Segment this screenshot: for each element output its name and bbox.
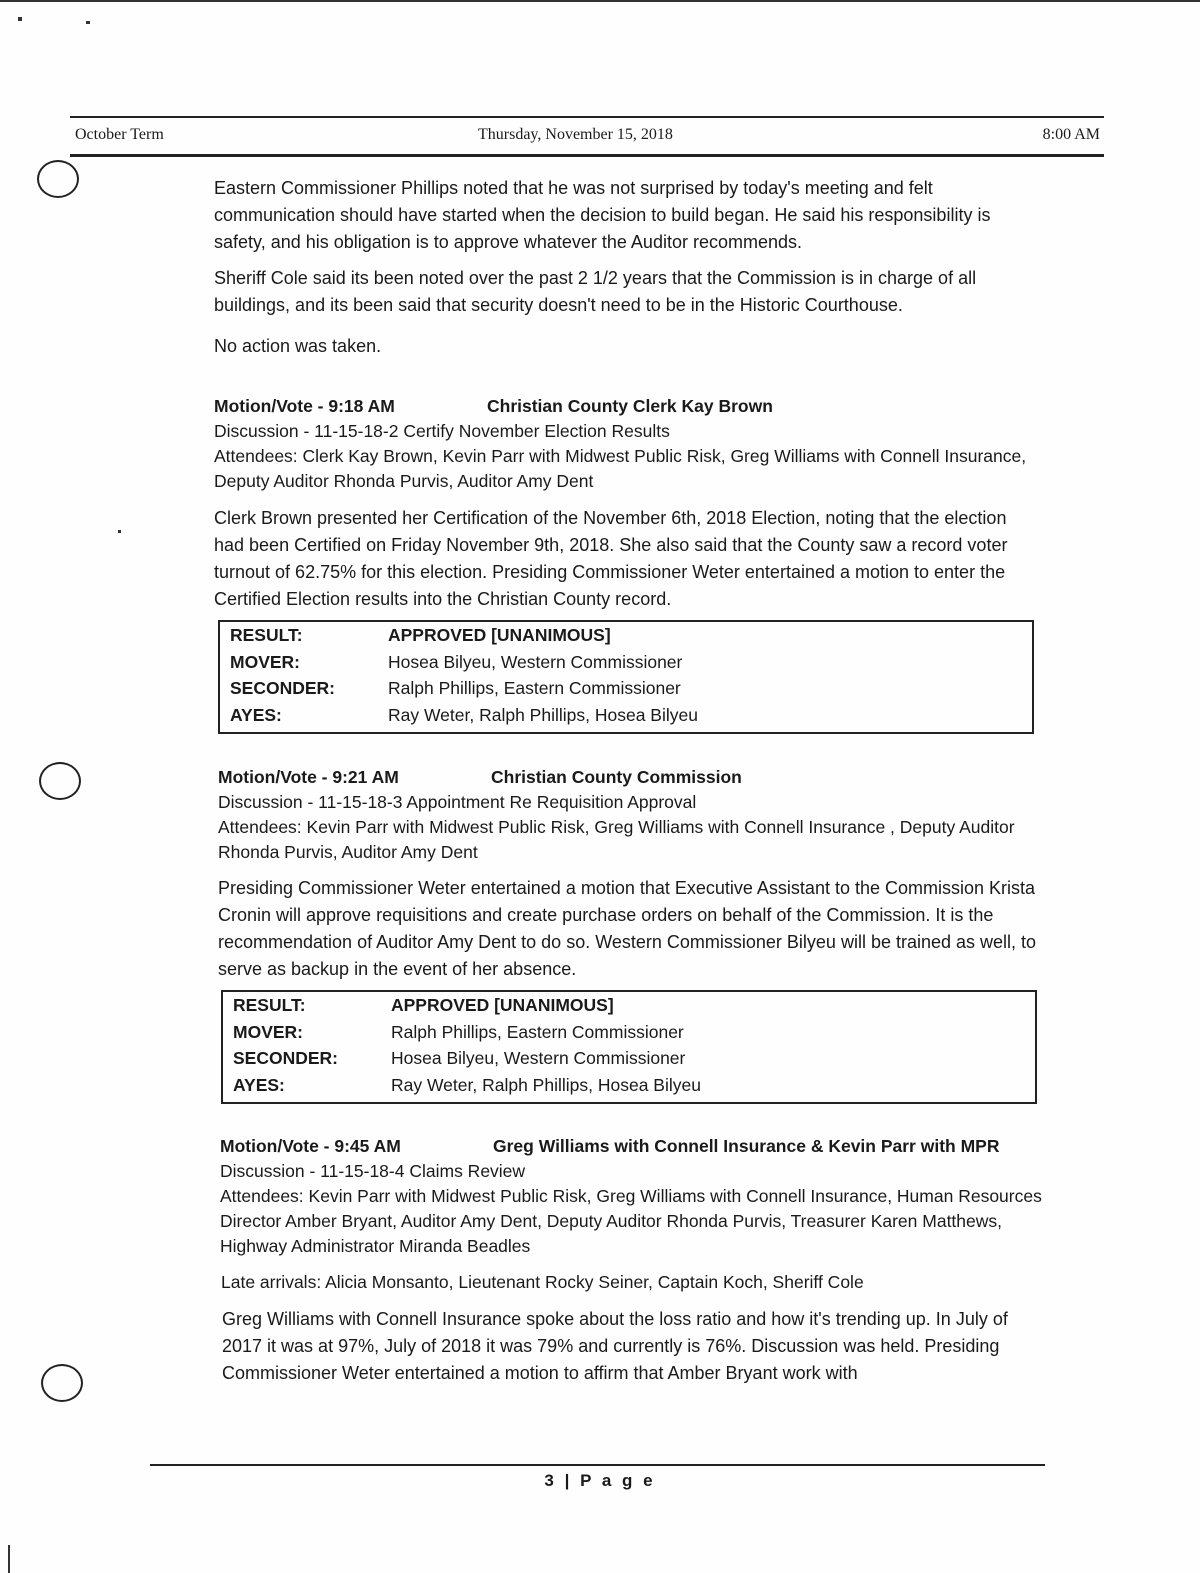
punch-hole-bottom xyxy=(41,1364,83,1402)
late-arrivals-text: Late arrivals: Alicia Monsanto, Lieutenant Rocky Seiner, Captain Koch, Sheriff Cole xyxy=(221,1272,864,1292)
vote-row-ayes xyxy=(223,1072,1035,1099)
intro-paragraph xyxy=(214,333,1044,360)
scan-top-edge xyxy=(0,0,1200,2)
paragraph-no-action: No action was taken. xyxy=(214,336,382,356)
vote-result: APPROVED [UNANIMOUS] xyxy=(391,995,614,1015)
motion-subject: Christian County Commission xyxy=(491,767,742,787)
motion-body xyxy=(222,1306,1044,1387)
punch-hole-top xyxy=(37,160,79,198)
vote-result-table xyxy=(218,620,1034,734)
vote-row-result xyxy=(223,992,1035,1019)
vote-row-seconder xyxy=(223,1045,1035,1072)
intro-paragraph xyxy=(214,175,1044,256)
vote-ayes: Ray Weter, Ralph Phillips, Hosea Bilyeu xyxy=(388,704,698,725)
scan-speck xyxy=(118,530,121,533)
motion-discussion: Discussion - 11-15-18-3 Appointment Re Requisition Approval xyxy=(218,792,697,812)
footer-rule xyxy=(150,1464,1045,1466)
motion-body xyxy=(214,505,1039,613)
vote-mover: Hosea Bilyeu, Western Commissioner xyxy=(388,651,683,672)
header-date: Thursday, November 15, 2018 xyxy=(478,126,673,143)
vote-label: MOVER: xyxy=(233,1021,303,1042)
motion-discussion: Discussion - 11-15-18-4 Claims Review xyxy=(220,1161,526,1181)
header-rule-top xyxy=(70,116,1104,118)
vote-row-result xyxy=(220,622,1032,649)
motion-discussion: Discussion - 11-15-18-2 Certify November Election Results xyxy=(214,421,670,441)
vote-result-table xyxy=(221,990,1037,1104)
motion-section xyxy=(214,394,1044,494)
header-rule-bottom xyxy=(70,154,1104,157)
motion-late-arrivals xyxy=(221,1270,1045,1295)
vote-row-ayes xyxy=(220,702,1032,729)
vote-label: AYES: xyxy=(233,1074,285,1095)
motion-heading: Motion/Vote - 9:45 AM xyxy=(220,1136,401,1156)
vote-row-mover xyxy=(220,649,1032,676)
intro-paragraph xyxy=(214,265,1044,319)
vote-mover: Ralph Phillips, Eastern Commissioner xyxy=(391,1021,684,1042)
vote-row-seconder xyxy=(220,675,1032,702)
motion-body-text: Clerk Brown presented her Certification of the November 6th, 2018 Election, noting that the election had been Certified on Friday November 9th, 2018. She also said that the County saw a record voter turnout of 62.75% for this election. Presiding Commissioner Weter entertained a motion to enter the Certified Election results into the Christian County record. xyxy=(214,508,1008,609)
motion-attendees: Attendees: Clerk Kay Brown, Kevin Parr with Midwest Public Risk, Greg Williams with Connell Insurance, Deputy Auditor Rhonda Purvis, Auditor Amy Dent xyxy=(214,446,1027,491)
vote-label: RESULT: xyxy=(230,625,303,645)
header-time: 8:00 AM xyxy=(1042,126,1100,143)
header-term: October Term xyxy=(75,126,164,143)
motion-subject: Christian County Clerk Kay Brown xyxy=(487,396,773,416)
vote-label: AYES: xyxy=(230,704,282,725)
vote-seconder: Hosea Bilyeu, Western Commissioner xyxy=(391,1048,686,1068)
vote-label: SECONDER: xyxy=(233,1048,339,1068)
paragraph-phillips: Eastern Commissioner Phillips noted that he was not surprised by today's meeting and felt communication should have started when the decision to build began. He said his responsibility is safety, and his obligation is to approve whatever the Auditor recommends. xyxy=(214,178,991,252)
motion-heading-row xyxy=(220,1134,1044,1159)
motion-body-text: Greg Williams with Connell Insurance spoke about the loss ratio and how it's trending up. In July of 2017 it was at 97%, July of 2018 it was 79% and currently is 76%. Discussion was held. Presiding Commissioner Weter entertained a motion to affirm that Amber Bryant work with xyxy=(222,1309,1008,1383)
vote-label: RESULT: xyxy=(233,995,306,1015)
motion-heading: Motion/Vote - 9:18 AM xyxy=(214,396,395,416)
scan-speck xyxy=(18,17,22,21)
vote-label: SECONDER: xyxy=(230,678,336,698)
motion-section xyxy=(220,1134,1044,1259)
motion-body xyxy=(218,875,1043,983)
vote-row-mover xyxy=(223,1019,1035,1046)
motion-section xyxy=(218,765,1044,865)
motion-body-text: Presiding Commissioner Weter entertained a motion that Executive Assistant to the Commission Krista Cronin will approve requisitions and create purchase orders on behalf of the Commission. It is the recommendation of Auditor Amy Dent to do so. Western Commissioner Bilyeu will be trained as well, to serve as backup in the event of her absence. xyxy=(218,878,1037,979)
motion-subject: Greg Williams with Connell Insurance & Kevin Parr with MPR xyxy=(493,1136,1000,1156)
motion-heading-row xyxy=(218,765,1044,790)
motion-attendees: Attendees: Kevin Parr with Midwest Public Risk, Greg Williams with Connell Insurance , Deputy Auditor Rhonda Purvis, Auditor Amy Dent xyxy=(218,817,1015,862)
motion-attendees: Attendees: Kevin Parr with Midwest Public Risk, Greg Williams with Connell Insurance, Human Resources Director Amber Bryant, Auditor Amy Dent, Deputy Auditor Rhonda Purvis, Treasurer Karen Matthews, Highway Administrator Miranda Beadles xyxy=(220,1186,1042,1256)
vote-ayes: Ray Weter, Ralph Phillips, Hosea Bilyeu xyxy=(391,1074,701,1095)
motion-heading-row xyxy=(214,394,1044,419)
vote-label: MOVER: xyxy=(230,651,300,672)
page-number: 3 | P a g e xyxy=(544,1471,656,1490)
vote-result: APPROVED [UNANIMOUS] xyxy=(388,625,611,645)
vote-seconder: Ralph Phillips, Eastern Commissioner xyxy=(388,678,681,698)
motion-heading: Motion/Vote - 9:21 AM xyxy=(218,767,399,787)
scan-edge-mark xyxy=(8,1545,10,1573)
paragraph-cole: Sheriff Cole said its been noted over the past 2 1/2 years that the Commission is in charge of all buildings, and its been said that security doesn't need to be in the Historic Courthouse. xyxy=(214,268,977,315)
scan-speck xyxy=(86,21,90,24)
punch-hole-middle xyxy=(39,762,81,800)
